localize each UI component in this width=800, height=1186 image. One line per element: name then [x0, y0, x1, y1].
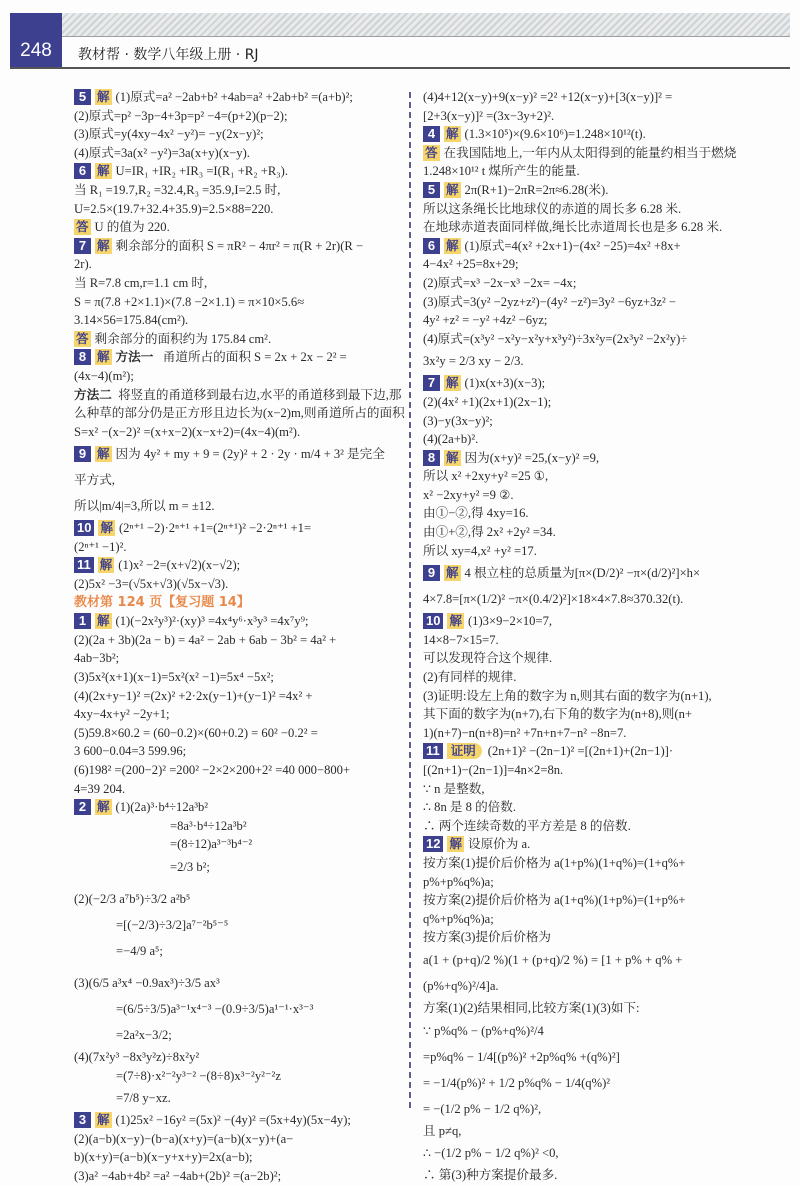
final-answer: U 的值为 220. — [94, 220, 170, 235]
answer-line: 因为(x+y)² =25,(x−y)² =9, — [464, 450, 600, 465]
solution-label: 解 — [97, 446, 110, 462]
answer-line: (1)原式=4(x² +2x+1)−(4x² −25)=4x² +8x+ — [464, 238, 681, 253]
answer-line: 在地球赤道表面同样做,绳长比赤道周长也是多 6.28 米. — [423, 220, 723, 235]
answer-line: S = π(7.8 +2×1.1)×(7.8 −2×1.1) = π×10×5.6≈ — [74, 294, 305, 309]
question-number-badge: 9 — [423, 565, 440, 581]
question-number-badge: 9 — [74, 446, 91, 462]
answer-line: (4x−4)(m²); — [74, 368, 134, 383]
final-answer: 剩余部分的面积约为 175.84 cm². — [94, 331, 272, 346]
method-one-label: 方法一 — [115, 349, 154, 365]
question-number-badge: 3 — [74, 1112, 91, 1128]
answer-line: p%+p%q%)a; — [423, 874, 494, 889]
answer-line: 4xy−4x+y² −2y+1; — [74, 707, 170, 722]
answer-line: 按方案(2)提价后价格为 a(1+q%)(1+p%)=(1+p%+ — [423, 893, 686, 908]
review-block-1 — [74, 612, 404, 798]
question-number-badge: 10 — [423, 613, 443, 629]
header-striped-band — [10, 13, 790, 37]
answer-line: 4ab−3b²; — [74, 651, 120, 666]
answer-line: (6)198² =(200−2)² =200² −2×2×200+2² =40 000−800+ — [74, 763, 351, 777]
answer-line: (3)5x²(x+1)(x−1)=5x²(x² −1)=5x⁴ −5x²; — [74, 670, 274, 685]
question-number-badge: 11 — [423, 743, 443, 759]
answer-line: (3)−y(3x−y)²; — [423, 413, 493, 428]
answer-line: 4×7.8=[π×(1/2)² −π×(0.4/2)²]×18×4×7.8≈370.32(t). — [423, 592, 684, 607]
answer-line: 将竖直的甬道移到最右边,水平的甬道移到最下边,那 — [118, 387, 402, 402]
answer-line: (2ⁿ⁺¹ −1)². — [74, 539, 127, 554]
column-divider — [409, 92, 411, 1108]
review-block-9 — [423, 560, 768, 612]
answer-line: =2/3 b²; — [170, 859, 210, 874]
answer-line: S=x² −(x−2)² =(x+x−2)(x−x+2)=(4x−4)(m²). — [74, 424, 301, 439]
answer-line: 4=39 204. — [74, 781, 126, 796]
answer-line: =8a³·b⁴÷12a³b² — [170, 818, 247, 833]
review-block-10 — [423, 612, 768, 742]
solution-label: 解 — [97, 163, 110, 179]
answer-line: =2a²x−3/2; — [116, 1027, 172, 1042]
answer-line: (1)3×9−2×10=7, — [467, 614, 553, 629]
question-number-badge: 7 — [74, 238, 91, 254]
page-number-box — [10, 13, 62, 67]
solution-label: 解 — [446, 449, 459, 465]
answer-line: 所以这条绳长比地球仪的赤道的周长多 6.28 米. — [423, 201, 682, 216]
right-column — [423, 88, 768, 1185]
question-number-badge: 10 — [74, 520, 94, 536]
answer-line: 么种草的部分仍是正方形且边长为(x−2)m,则甬道所占的面积 — [74, 406, 405, 421]
answer-line: (3)证明:设左上角的数字为 n,则其右面的数字为(n+1), — [423, 688, 712, 703]
answer-line: ∵ n 是整数, — [423, 781, 485, 796]
answer-line: ∴ 第(3)种方案提价最多. — [423, 1168, 558, 1183]
answer-block-8 — [74, 348, 404, 441]
question-number-badge: 11 — [74, 557, 94, 573]
question-number-badge: 5 — [423, 182, 440, 198]
answer-line: =p%q% − 1/4[(p%)² +2p%q% +(q%)²] — [423, 1049, 620, 1064]
answer-line: (2)(2a + 3b)(2a − b) = 4a² − 2ab + 6ab − 3b² = 4a² + — [74, 632, 337, 647]
book-title: 教材帮 · 数学八年级上册 · RJ — [78, 47, 259, 63]
answer-line: 按方案(3)提价后价格为 — [423, 930, 552, 945]
answer-line: (4)原式=3a(x² −y²)=3a(x+y)(x−y). — [74, 145, 250, 160]
answer-line: 3.14×56=175.84(cm²). — [74, 313, 189, 328]
question-number-badge: 6 — [423, 238, 440, 254]
solution-label: 解 — [449, 836, 462, 852]
question-number-badge: 8 — [423, 450, 440, 466]
answer-line: (3)(6/5 a³x⁴ −0.9ax³)÷3/5 ax³ — [74, 975, 220, 990]
answer-block-5 — [74, 88, 404, 162]
answer-line: (4)原式=(x³y² −x²y−x²y+x³y²)÷3x²y=(2x³y² −2x²y)÷ — [423, 331, 688, 346]
review-block-3 — [74, 1111, 404, 1185]
answer-line: =(7÷8)·x²⁻²y³⁻² −(8÷8)x³⁻²y²⁻²z — [116, 1068, 281, 1083]
method-two-label: 方法二 — [74, 386, 112, 402]
answer-line: =(8÷12)a³⁻³b⁴⁻² — [170, 837, 253, 852]
answer-line: (2)原式=p² −3p−4+3p=p² −4=(p+2)(p−2); — [74, 108, 288, 123]
answer-line: 剩余部分的面积 S = πR² − 4πr² = π(R + 2r)(R − — [115, 238, 364, 253]
answer-line: =7/8 y−xz. — [116, 1091, 171, 1106]
proof-label: 证明 — [447, 743, 482, 759]
answer-line: 4 根立柱的总质量为[π×(D/2)² −π×(d/2)²]×h× — [464, 566, 701, 581]
answer-line: 按方案(1)提价后价格为 a(1+p%)(1+q%)=(1+q%+ — [423, 855, 686, 870]
answer-block-9 — [74, 441, 404, 519]
review-block-7 — [423, 374, 768, 448]
answer-line: 由①−②,得 4xy=16. — [423, 506, 529, 521]
review-block-6 — [423, 237, 768, 375]
answer-line: (3)a² −4ab+4b² =a² −4ab+(2b)² =(a−2b)²; — [74, 1168, 282, 1183]
answer-line: ∵ p%q% − (p%+q%)²/4 — [423, 1023, 544, 1038]
answer-line: 1)(n+7)−n(n+8)=n² +7n+n+7−n² −8n=7. — [423, 725, 627, 740]
solution-label: 解 — [97, 1112, 110, 1128]
review-block-12 — [423, 835, 768, 1184]
answer-line: ∴ 两个连续奇数的平方差是 8 的倍数. — [423, 818, 631, 833]
answer-line: (1)(−2x²y³)²·(xy)³ =4x⁴y⁶·x³y³ =4x⁷y⁹; — [115, 614, 309, 629]
answer-line: = −(1/2 p% − 1/2 q%)², — [423, 1101, 542, 1116]
answer-line: (2)(a−b)(x−y)−(b−a)(x+y)=(a−b)(x−y)+(a− — [74, 1131, 294, 1146]
answer-line: (4)(7x²y³ −8x³y²z)÷8x²y² — [74, 1049, 200, 1064]
section-heading: 教材第 124 页【复习题 14】 — [74, 594, 250, 610]
answer-line: (4)4+12(x−y)+9(x−y)² =2² +12(x−y)+[3(x−y)]² = — [423, 90, 673, 104]
answer-label: 答 — [76, 330, 89, 346]
answer-line: (1.3×10⁵)×(9.6×10⁶)=1.248×10¹²(t). — [464, 127, 646, 142]
answer-block-7 — [74, 237, 404, 349]
solution-label: 解 — [100, 520, 113, 536]
question-number-badge: 4 — [423, 126, 440, 142]
answer-line: a(1 + (p+q)/2 %)(1 + (p+q)/2 %) = [1 + p% + q% + — [423, 952, 683, 967]
question-number-badge: 1 — [74, 613, 91, 629]
solution-label: 解 — [446, 565, 459, 581]
answer-line: 平方式, — [74, 473, 115, 488]
answer-line: 所以 xy=4,x² +y² =17. — [423, 543, 537, 558]
review-block-2 — [74, 798, 404, 1111]
final-answer: 在我国陆地上,一年内从太阳得到的能量约相当于燃烧 — [443, 145, 737, 160]
answer-block-6 — [74, 162, 404, 236]
solution-label: 解 — [446, 237, 459, 253]
answer-line: 3x²y = 2/3 xy − 2/3. — [423, 354, 524, 369]
solution-label: 解 — [97, 237, 110, 253]
page-number: 248 — [20, 40, 52, 61]
answer-line: (1)x(x+3)(x−3); — [464, 376, 546, 391]
answer-line: (2)(−2/3 a⁷b⁵)÷3/2 a²b⁵ — [74, 891, 191, 906]
answer-line: q%+p%q%)a; — [423, 911, 494, 926]
answer-line: U=IR₁ +IR₂ +IR₃ =I(R₁ +R₂ +R₃). — [115, 164, 289, 179]
answer-line: 所以 x² +2xy+y² =25 ①, — [423, 469, 549, 484]
answer-line: (2)有同样的规律. — [423, 670, 517, 685]
answer-line: (p%+q%)²/4]a. — [423, 978, 499, 993]
answer-line: 可以发现符合这个规律. — [423, 651, 553, 666]
answer-line: 所以|m/4|=3,所以 m = ±12. — [74, 499, 215, 514]
answer-line: b)(x+y)=(a−b)(x−y+x+y)=2x(a−b); — [74, 1150, 253, 1165]
answer-line: 2r). — [74, 257, 92, 272]
answer-block-10 — [74, 519, 404, 556]
answer-line: 因为 4y² + my + 9 = (2y)² + 2 · 2y · m/4 + 3² 是完全 — [115, 447, 385, 462]
solution-label: 解 — [99, 557, 113, 573]
solution-label: 解 — [97, 89, 110, 104]
answer-line: 当 R₁ =19.7,R₂ =32.4,R₃ =35.9,I=2.5 时, — [74, 182, 281, 197]
answer-line: 甬道所占的面积 S = 2x + 2x − 2² = — [162, 350, 347, 365]
question-number-badge: 6 — [74, 163, 91, 179]
answer-line: (2n+1)² −(2n−1)² =[(2n+1)+(2n−1)]· — [487, 744, 674, 759]
answer-line: 4−4x² +25=8x+29; — [423, 257, 519, 272]
answer-line: (1)(2a)³·b⁴÷12a³b² — [115, 800, 209, 815]
answer-line: (4)(2x+y−1)² =(2x)² +2·2x(y−1)+(y−1)² =4x² + — [74, 688, 313, 703]
answer-line: x² −2xy+y² =9 ②. — [423, 487, 514, 502]
question-number-badge: 12 — [423, 836, 443, 852]
answer-line: (3)原式=y(4xy−4x² −y²)= −y(2x−y)²; — [74, 127, 264, 142]
solution-label: 解 — [449, 613, 462, 629]
solution-label: 解 — [446, 126, 459, 142]
answer-line: 4y² +z² = −y² +4z² −6yz; — [423, 313, 548, 328]
answer-line: (3)原式=3(y² −2yz+z²)−(4y² −z²)=3y² −6yz+3z² − — [423, 294, 677, 309]
answer-line: (2ⁿ⁺¹ −2)·2ⁿ⁺¹ +1=(2ⁿ⁺¹)² −2·2ⁿ⁺¹ +1= — [118, 521, 312, 536]
question-number-badge: 2 — [74, 799, 91, 815]
question-number-badge: 8 — [74, 349, 91, 365]
solution-label: 解 — [97, 799, 110, 815]
answer-line: (5)59.8×60.2 = (60−0.2)×(60+0.2) = 60² −0.2² = — [74, 725, 318, 740]
answer-line: 由①+②,得 2x² +2y² =34. — [423, 525, 556, 540]
solution-label: 解 — [97, 349, 110, 365]
answer-label: 答 — [425, 144, 438, 160]
answer-line: ∴ −(1/2 p% − 1/2 q%)² <0, — [423, 1146, 559, 1161]
solution-label: 解 — [97, 613, 110, 629]
answer-line: 方案(1)(2)结果相同,比较方案(1)(3)如下: — [423, 1000, 640, 1015]
answer-line: 2π(R+1)−2πR=2π≈6.28(米). — [464, 182, 609, 197]
answer-line: (1)原式=a² −2ab+b² +4ab=a² +2ab+b² =(a+b)²; — [115, 90, 353, 104]
answer-line: (2)原式=x³ −2x−x³ −2x= −4x; — [423, 275, 577, 290]
answer-line: (4)(2a+b)². — [423, 432, 479, 447]
solution-label: 解 — [446, 375, 459, 391]
answer-line: =[(−2/3)÷3/2]a⁷⁻²b⁵⁻⁵ — [116, 917, 229, 932]
answer-line: (1)x² −2=(x+√2)(x−√2); — [118, 558, 241, 573]
answer-line: 当 R=7.8 cm,r=1.1 cm 时, — [74, 275, 208, 290]
header-rule — [10, 67, 790, 69]
answer-line: (1)25x² −16y² =(5x)² −(4y)² =(5x+4y)(5x−4y); — [115, 1113, 351, 1128]
answer-line: 3 600−0.04=3 599.96; — [74, 744, 187, 759]
answer-line: ∴ 8n 是 8 的倍数. — [423, 800, 517, 815]
answer-line: 其下面的数字为(n+7),右下角的数字为(n+8),则(n+ — [423, 707, 692, 722]
review-block-4 — [423, 125, 768, 181]
answer-line: 14×8−7×15=7. — [423, 632, 499, 647]
answer-line: =(6/5÷3/5)a³⁻¹x⁴⁻³ −(0.9÷3/5)a¹⁻¹·x³⁻³ — [116, 1001, 314, 1016]
review-block-5 — [423, 181, 768, 237]
answer-line: 设原价为 a. — [467, 837, 531, 852]
answer-label: 答 — [76, 219, 89, 235]
answer-block-11 — [74, 556, 404, 593]
answer-line: [(2n+1)−(2n−1)]=4n×2=8n. — [423, 763, 564, 777]
review-block-11 — [423, 742, 768, 835]
answer-line: [2+3(x−y)]² =(3x−3y+2)². — [423, 108, 555, 123]
question-number-badge: 7 — [423, 375, 440, 391]
review-block-8 — [423, 449, 768, 561]
answer-line: =−4/9 a⁵; — [116, 943, 163, 958]
final-answer: 1.248×10¹² t 煤所产生的能量. — [423, 164, 580, 179]
left-column — [74, 88, 404, 1186]
solution-label: 解 — [446, 181, 459, 197]
answer-line: (2)5x² −3=(√5x+√3)(√5x−√3). — [74, 577, 229, 592]
answer-line: 且 p≠q, — [423, 1123, 462, 1138]
answer-line: (2)(4x² +1)(2x+1)(2x−1); — [423, 394, 552, 409]
answer-line: = −1/4(p%)² + 1/2 p%q% − 1/4(q%)² — [423, 1075, 611, 1090]
answer-line: U=2.5×(19.7+32.4+35.9)=2.5×88=220. — [74, 201, 274, 216]
review-block-3-continued — [423, 88, 768, 125]
question-number-badge: 5 — [74, 89, 91, 105]
